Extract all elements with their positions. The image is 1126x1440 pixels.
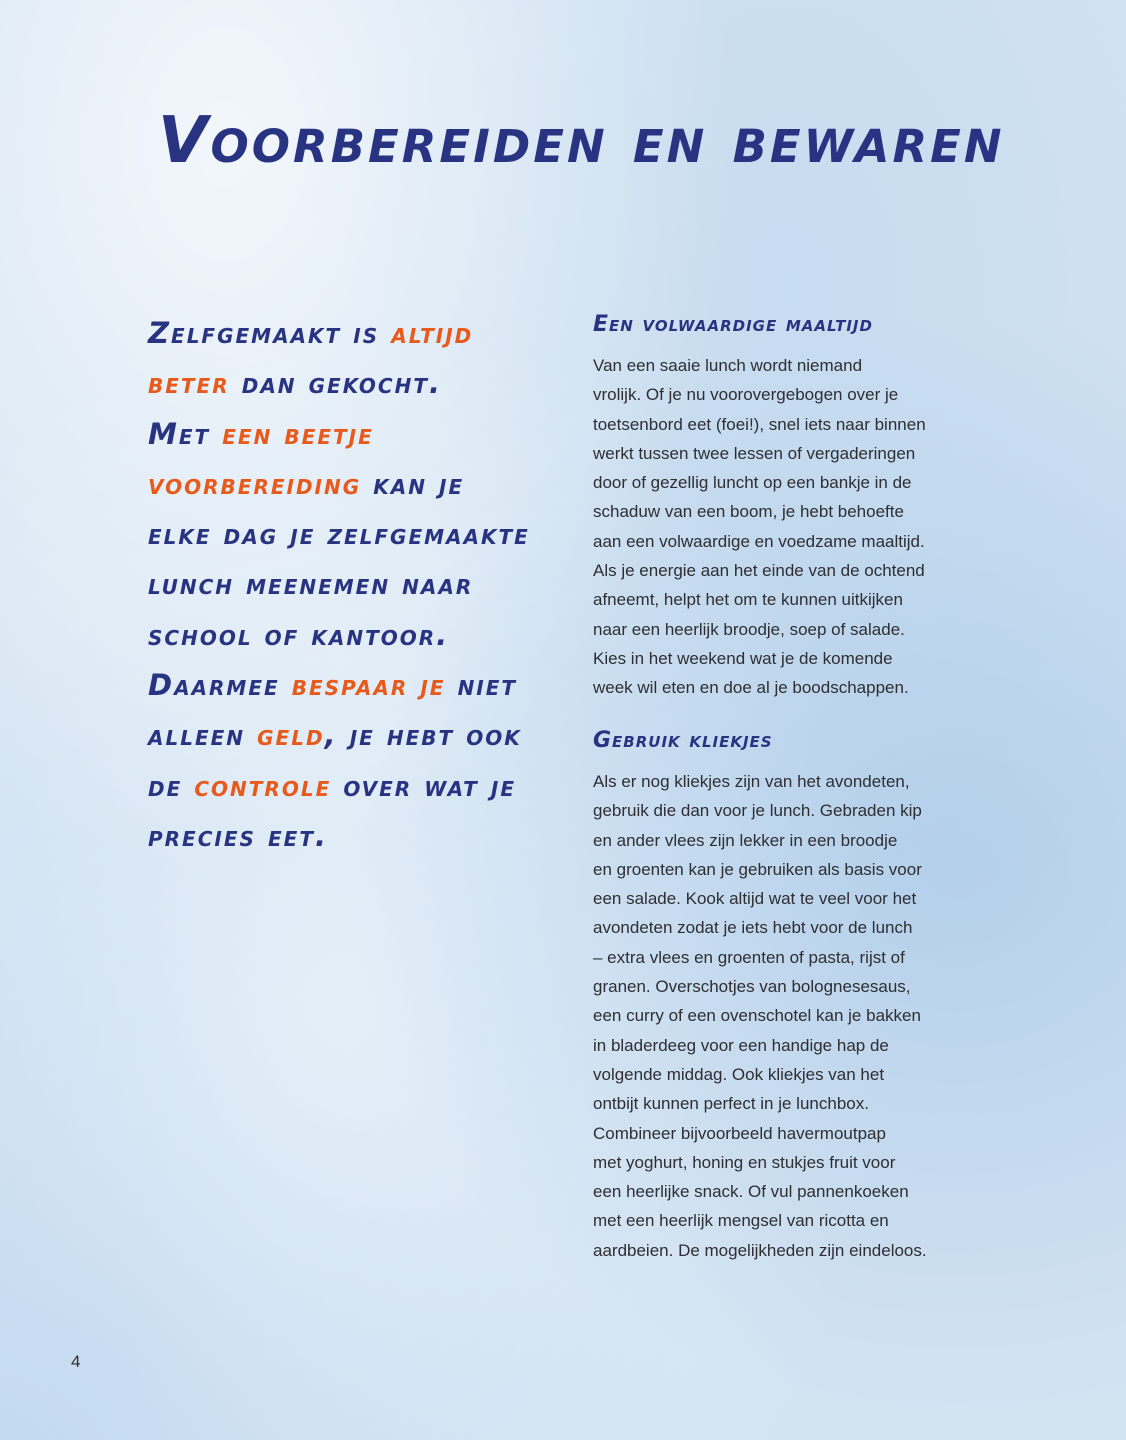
paragraph-line: met yoghurt, honing en stukjes fruit voor [593, 1152, 896, 1172]
intro-line [148, 409, 568, 459]
paragraph-line: volgende middag. Ook kliekjes van het [593, 1064, 885, 1084]
intro-text: school of kantoor. [148, 617, 450, 652]
intro-line [148, 811, 568, 861]
paragraph-line: Kies in het weekend wat je de komende [593, 648, 893, 668]
intro-line [148, 761, 568, 811]
paragraph-line: Combineer bijvoorbeeld havermoutpap [593, 1123, 886, 1143]
highlighted-text: beter [148, 366, 230, 401]
intro-line [148, 710, 568, 760]
paragraph-line: door of gezellig luncht op een bankje in de [593, 473, 912, 493]
intro-text: over wat je [331, 768, 517, 803]
intro-text: kan je [361, 466, 465, 501]
intro-text: dan gekocht. [229, 366, 443, 401]
paragraph-line: aan een volwaardige en voedzame maaltijd. [593, 531, 925, 551]
intro-line [148, 509, 568, 559]
intro-text: precies eet. [148, 818, 328, 853]
paragraph-line: granen. Overschotjes van bolognesesaus, [593, 977, 911, 997]
highlighted-text: geld [257, 718, 325, 753]
intro-line [148, 308, 568, 358]
section-gebruik-kliekjes [593, 728, 973, 1265]
intro-quote [148, 308, 568, 861]
intro-line [148, 459, 568, 509]
paragraph-line: Als je energie aan het einde van de ochtend [593, 561, 925, 581]
section-heading: Een volwaardige maaltijd [593, 312, 873, 337]
paragraph-line: een salade. Kook altijd wat te veel voor het [593, 889, 917, 909]
paragraph-line: schaduw van een boom, je hebt behoefte [593, 502, 904, 522]
page-number: 4 [71, 1352, 81, 1371]
paragraph-line: – extra vlees en groenten of pasta, rijst of [593, 947, 905, 967]
intro-line [148, 358, 568, 408]
section-body [593, 767, 973, 1265]
intro-text: niet [445, 668, 518, 703]
highlighted-text: bespaar je [291, 668, 446, 703]
paragraph-line: Als er nog kliekjes zijn van het avondeten, [593, 772, 910, 791]
paragraph-line: ontbijt kunnen perfect in je lunchbox. [593, 1094, 869, 1114]
intro-text: de [148, 768, 195, 803]
highlighted-text: controle [194, 768, 332, 803]
paragraph-line: gebruik die dan voor je lunch. Gebraden kip [593, 801, 922, 821]
paragraph-line: met een heerlijk mengsel van ricotta en [593, 1211, 889, 1231]
intro-text: Met [148, 416, 223, 451]
paragraph-line: een heerlijke snack. Of vul pannenkoeken [593, 1182, 909, 1202]
paragraph-line: een curry of een ovenschotel kan je bakken [593, 1006, 921, 1026]
highlighted-text: altijd [391, 316, 474, 350]
page-title: Voorbereiden en bewaren [158, 104, 1005, 178]
intro-line [148, 660, 568, 710]
paragraph-line: en ander vlees zijn lekker in een broodje [593, 830, 898, 850]
paragraph-line: naar een heerlijk broodje, soep of salade. [593, 619, 905, 639]
highlighted-text: een beetje [222, 416, 374, 451]
paragraph-line: week wil eten en doe al je boodschappen. [593, 678, 909, 698]
intro-text: , je hebt ook [324, 718, 522, 753]
paragraph-line: avondeten zodat je iets hebt voor de lunch [593, 918, 913, 938]
paragraph-line: vrolijk. Of je nu voorovergebogen over je [593, 385, 899, 405]
section-body [593, 351, 973, 703]
intro-line [148, 610, 568, 660]
paragraph-line: toetsenbord eet (foei!), snel iets naar binnen [593, 414, 926, 434]
paragraph-line: aardbeien. De mogelijkheden zijn eindeloos. [593, 1240, 927, 1260]
paragraph-line: en groenten kan je gebruiken als basis voor [593, 859, 922, 879]
intro-line [148, 559, 568, 609]
intro-text: alleen [148, 718, 258, 753]
paragraph-line: Van een saaie lunch wordt niemand [593, 356, 863, 375]
section-heading: Gebruik kliekjes [593, 728, 773, 753]
highlighted-text: voorbereiding [148, 466, 362, 501]
intro-text: elke dag je zelfgemaakte [148, 517, 530, 552]
section-volwaardige-maaltijd [593, 312, 973, 703]
intro-text: lunch meenemen naar [148, 567, 474, 602]
intro-text: Zelfgemaakt is [148, 316, 392, 350]
paragraph-line: in bladerdeeg voor een handige hap de [593, 1035, 889, 1055]
paragraph-line: werkt tussen twee lessen of vergaderingen [593, 443, 916, 463]
paragraph-line: afneemt, helpt het om te kunnen uitkijken [593, 590, 903, 610]
intro-text: Daarmee [148, 668, 292, 703]
